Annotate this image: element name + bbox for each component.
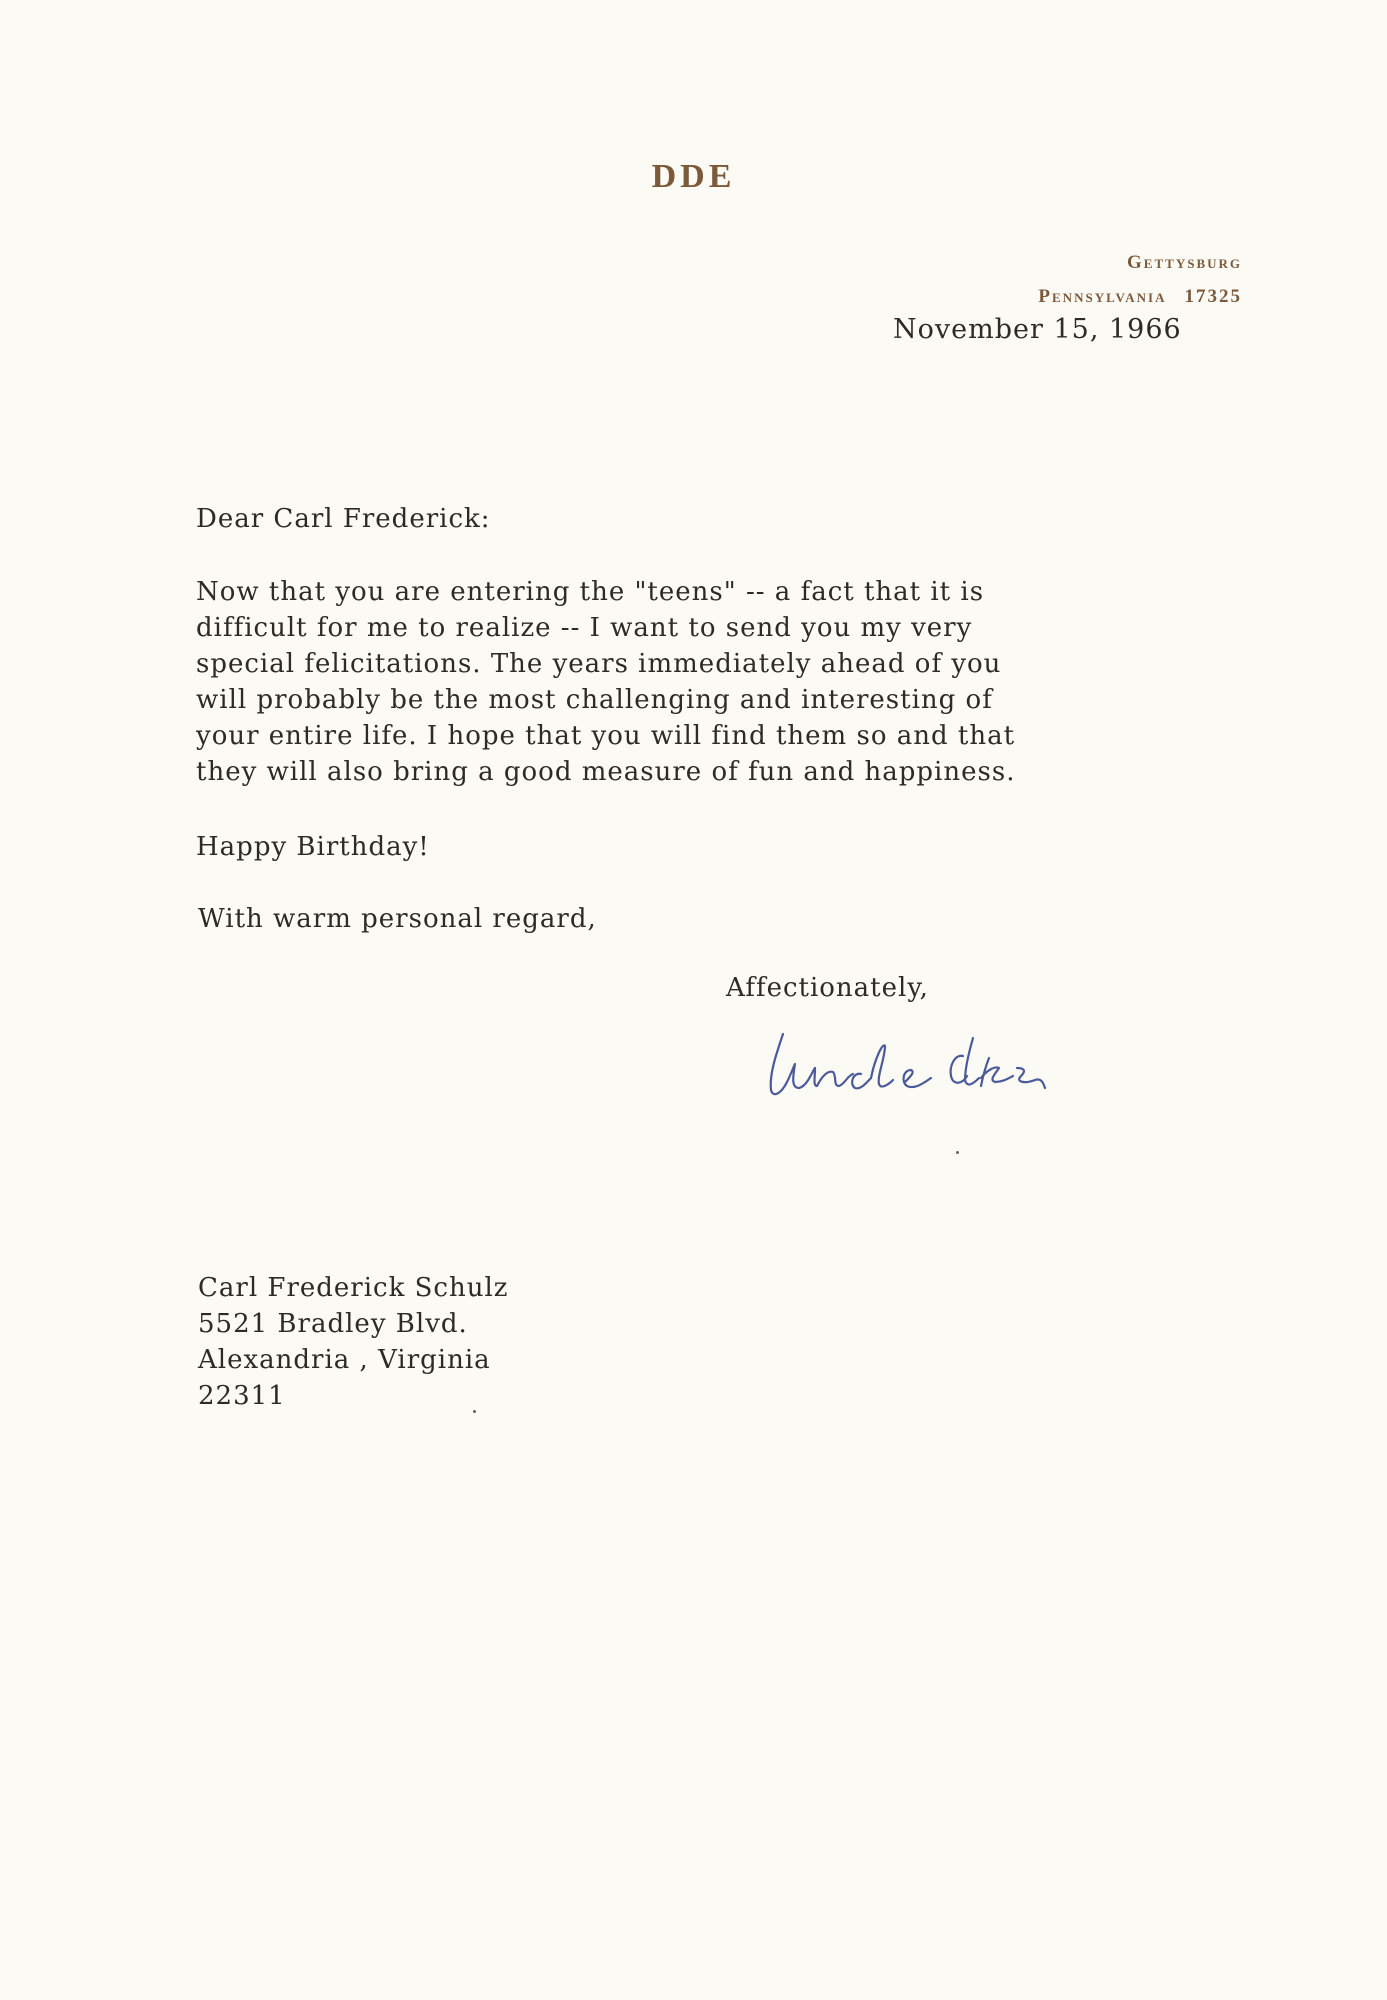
salutation: Dear Carl Frederick: [196,504,491,534]
body-line: Now that you are entering the "teens" -- a fact that it is [196,577,985,607]
body-paragraph [196,574,1176,790]
body-line: your entire life. I hope that you will find them so and that [196,721,1016,751]
letterhead-city [1127,252,1242,274]
letterhead-city-text: Gettysburg [1127,252,1242,273]
letterhead-state: Pennsylvania [1038,286,1167,307]
body-line: they will also bring a good measure of fun and happiness. [196,757,1016,787]
letterhead-state-line [1038,286,1242,308]
letter-date: November 15, 1966 [893,314,1182,345]
recipient-address [198,1270,509,1414]
recipient-street: 5521 Bradley Blvd. [198,1309,468,1339]
handwritten-signature [755,1018,1055,1118]
recipient-zip: 22311 [198,1381,286,1411]
letterhead-monogram: DDE [651,158,736,195]
paper-speck [473,1410,476,1413]
body-line: special felicitations. The years immediately ahead of you [196,649,1002,679]
body-line: will probably be the most challenging and interesting of [196,685,993,715]
letterhead-zip: 17325 [1184,286,1242,307]
birthday-wish: Happy Birthday! [196,832,430,862]
regard-line: With warm personal regard, [198,904,597,934]
recipient-name: Carl Frederick Schulz [198,1273,509,1303]
body-line: difficult for me to realize -- I want to send you my very [196,613,973,643]
recipient-city-state: Alexandria , Virginia [198,1345,491,1375]
paper-speck [956,1151,959,1154]
closing-line: Affectionately, [726,973,929,1003]
